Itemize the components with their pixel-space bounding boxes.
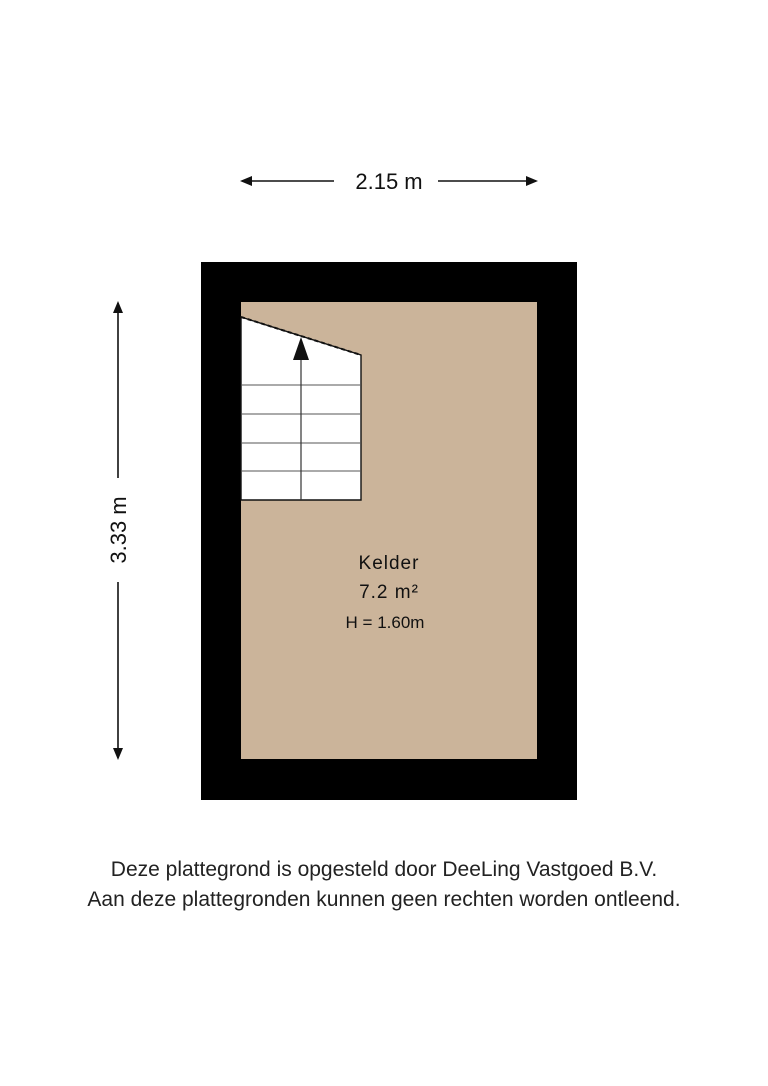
- disclaimer-line-1: Deze plattegrond is opgesteld door DeeLing Vastgoed B.V.: [110, 858, 658, 881]
- disclaimer-line-2: Aan deze plattegronden kunnen geen rechten worden ontleend.: [87, 888, 681, 911]
- room-name: Kelder: [358, 553, 420, 574]
- height-dimension: [106, 303, 131, 758]
- room-area: 7.2 m²: [359, 582, 419, 603]
- height-dimension-label: 3.33 m: [106, 496, 131, 564]
- width-dimension-label: 2.15 m: [355, 169, 423, 194]
- width-dimension: [242, 169, 536, 194]
- room-height: H = 1.60m: [345, 613, 425, 632]
